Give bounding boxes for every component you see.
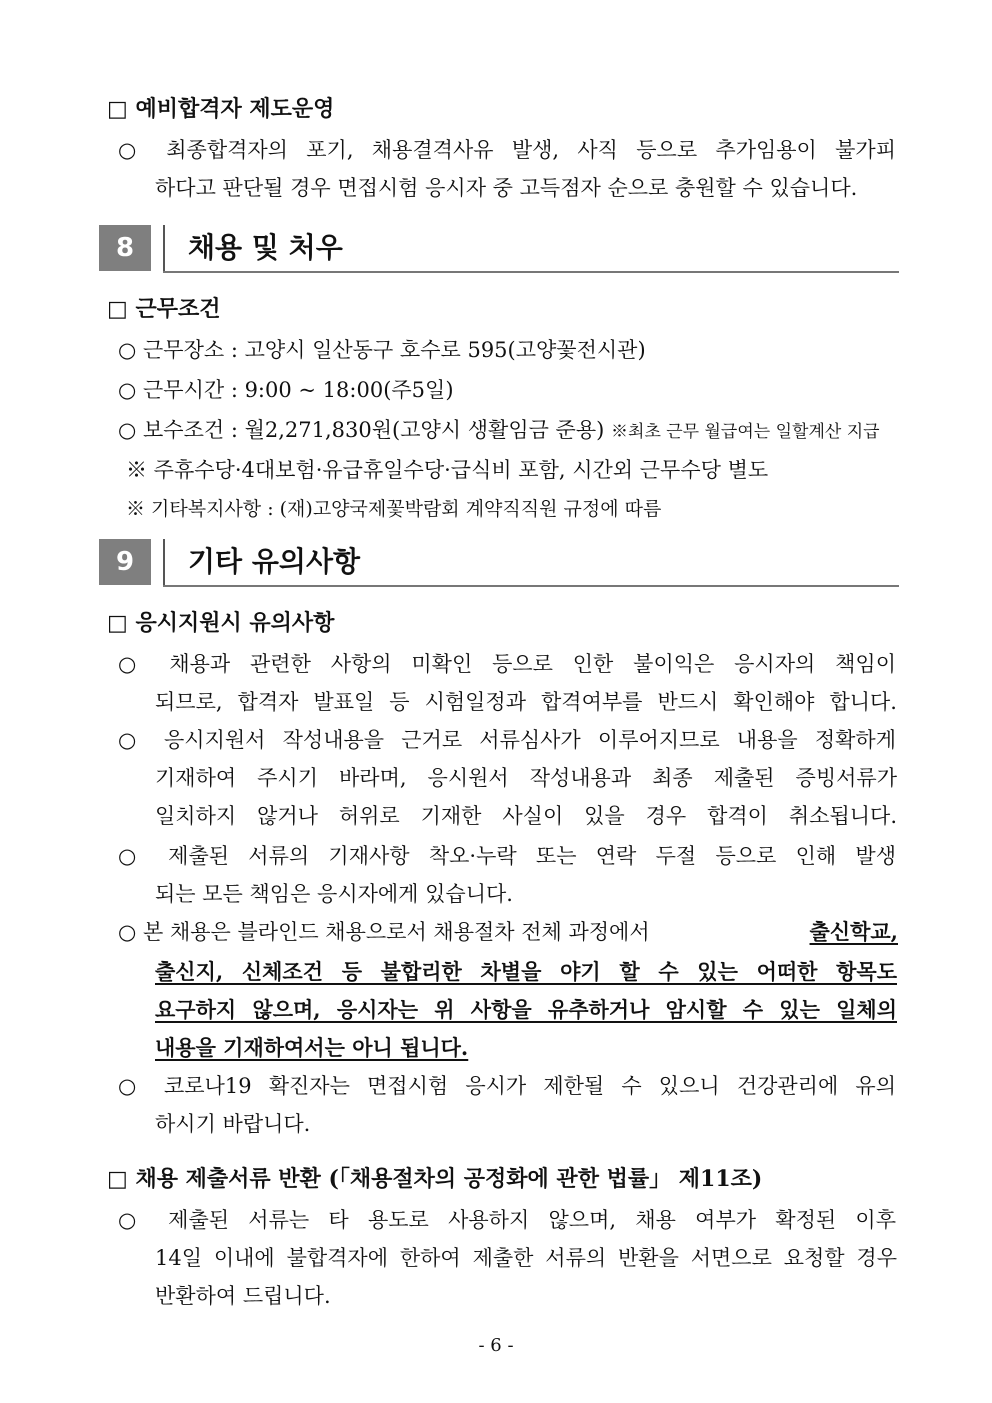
welfare-note: ※ 기타복지사항 : (재)고양국제꽃박람회 계약직직원 규정에 따름 [126,498,662,520]
pay-note: ※최초 근무 월급여는 일할계산 지급 [611,422,880,442]
section-8-title: 채용 및 처우 [188,231,343,264]
return-heading: □ 채용 제출서류 반환 (「채용절차의 공정화에 관한 법률」 제11조) [107,1166,763,1192]
return-line2: 14일 이내에 불합격자에 한하여 제출한 서류의 반환을 서면으로 요청할 경우 [155,1246,897,1270]
note1-line1: ○ 채용과 관련한 사항의 미확인 등으로 인한 불이익은 응시자의 책임이 [118,652,896,676]
note5-line2: 하시기 바랍니다. [155,1112,311,1136]
note4-line1 [118,916,898,946]
pay-main: ○ 보수조건 : 월2,271,830원(고양시 생활임금 준용) [118,418,605,442]
page-number: - 6 - [478,1335,514,1356]
section-9-title: 기타 유의사항 [188,545,361,578]
reserve-item-line2: 하다고 판단될 경우 면접시험 응시자 중 고득점자 순으로 충원할 수 있습니다. [155,176,858,200]
note2-line1: ○ 응시지원서 작성내용을 근거로 서류심사가 이루어지므로 내용을 정확하게 [118,728,896,752]
reserve-heading: □ 예비합격자 제도운영 [107,96,335,122]
note4-line4: 내용을 기재하여서는 아니 됩니다. [155,1035,469,1060]
return-line1: ○ 제출된 서류는 타 용도로 사용하지 않으며, 채용 여부가 확정된 이후 [118,1208,896,1232]
work-conditions-heading: □ 근무조건 [107,296,221,322]
application-notes-heading: □ 응시지원시 유의사항 [107,610,335,636]
note3-line1: ○ 제출된 서류의 기재사항 착오·누락 또는 연락 두절 등으로 인해 발생 [118,844,896,868]
section-9-rule [163,585,899,587]
work-hours: ○ 근무시간 : 9:00 ~ 18:00(주5일) [118,378,454,402]
section-8-rule [163,271,899,273]
note4-plain: ○ 본 채용은 블라인드 채용으로서 채용절차 전체 과정에서 [118,920,650,944]
note4-bold-1: 출신학교, [809,919,898,944]
return-line3: 반환하여 드립니다. [155,1284,331,1308]
pay-conditions [118,414,880,444]
section-8-divider [163,225,165,271]
allowance-note: ※ 주휴수당·4대보험·유급휴일수당·급식비 포함, 시간외 근무수당 별도 [126,458,769,482]
section-9-divider [163,539,165,585]
note1-line2: 되므로, 합격자 발표일 등 시험일정과 합격여부를 반드시 확인해야 합니다. [155,690,897,714]
note4-line2: 출신지, 신체조건 등 불합리한 차별을 야기 할 수 있는 어떠한 항목도 [155,959,897,984]
note4-line3: 요구하지 않으며, 응시자는 위 사항을 유추하거나 암시할 수 있는 일체의 [155,997,897,1022]
note3-line2: 되는 모든 책임은 응시자에게 있습니다. [155,882,513,906]
note2-line2: 기재하여 주시기 바라며, 응시원서 작성내용과 최종 제출된 증빙서류가 [155,766,897,790]
section-9-number: 9 [99,539,151,585]
note2-line3: 일치하지 않거나 허위로 기재한 사실이 있을 경우 합격이 취소됩니다. [155,804,897,828]
reserve-item-line1: ○ 최종합격자의 포기, 채용결격사유 발생, 사직 등으로 추가임용이 불가피 [118,138,896,162]
note5-line1: ○ 코로나19 확진자는 면접시험 응시가 제한될 수 있으니 건강관리에 유의 [118,1074,896,1098]
work-place: ○ 근무장소 : 고양시 일산동구 호수로 595(고양꽃전시관) [118,338,646,362]
section-8-number: 8 [99,225,151,271]
